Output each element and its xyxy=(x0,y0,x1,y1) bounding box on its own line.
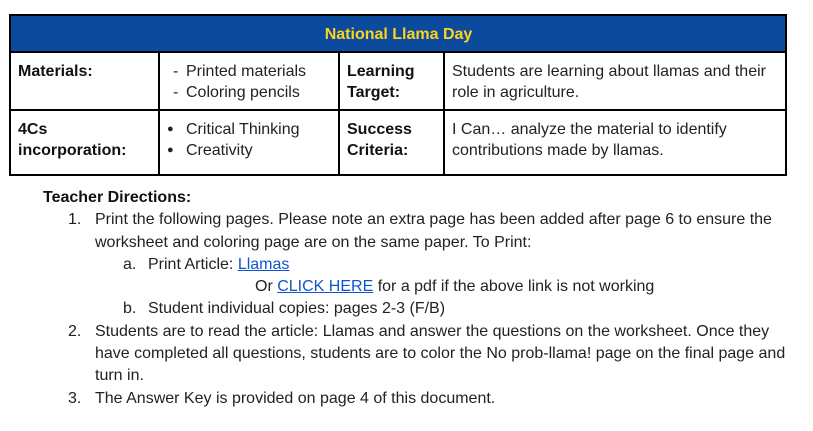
alternate-link-line xyxy=(43,276,803,298)
list-item: ● Critical Thinking xyxy=(167,119,332,140)
learning-target-label-line1: Learning xyxy=(347,63,415,80)
materials-cell xyxy=(159,52,339,110)
success-criteria-label-line1: Success xyxy=(347,121,412,138)
learning-target-text: Students are learning about llamas and their role in agriculture. xyxy=(444,52,786,110)
table-row xyxy=(10,52,786,110)
list-item: - Printed materials xyxy=(167,61,332,82)
list-item: ● Creativity xyxy=(167,140,332,161)
subitem-prefix: Print Article: xyxy=(148,255,238,273)
directions-item-2 xyxy=(43,321,803,388)
lesson-table xyxy=(9,14,787,176)
click-here-pdf-link[interactable]: CLICK HERE xyxy=(277,278,374,296)
directions-title: Teacher Directions: xyxy=(43,189,192,206)
4cs-label-line2: incorporation: xyxy=(18,142,127,159)
alt-suffix: for a pdf if the above link is not working xyxy=(373,278,655,296)
subitem-text: Student individual copies: pages 2-3 (F/B) xyxy=(148,300,446,318)
item-number: 1. xyxy=(68,211,82,229)
item-number: 2. xyxy=(68,322,82,340)
table-title: National Llama Day xyxy=(10,15,786,52)
subitem-letter: a. xyxy=(123,255,137,273)
4cs-list xyxy=(167,119,332,161)
learning-target-label-line2: Target: xyxy=(347,84,401,101)
subitem-letter: b. xyxy=(123,300,137,318)
item-text: Print the following pages. Please note an extra page has been added after page 6 to ensure the worksheet and coloring page are on the same paper. To Print: xyxy=(95,211,772,251)
4cs-label-line1: 4Cs xyxy=(18,121,48,138)
success-criteria-text: I Can… analyze the material to identify contributions made by llamas. xyxy=(444,110,786,175)
4cs-label xyxy=(10,110,159,175)
directions-subitem-b xyxy=(43,298,803,320)
4cs-cell xyxy=(159,110,339,175)
table-row xyxy=(10,110,786,175)
directions-item-1 xyxy=(43,209,803,254)
list-item: - Coloring pencils xyxy=(167,82,332,103)
alt-prefix: Or xyxy=(255,278,278,296)
teacher-directions xyxy=(43,187,803,410)
success-criteria-label-line2: Criteria: xyxy=(347,142,409,159)
materials-list xyxy=(167,61,332,103)
directions-item-3 xyxy=(43,388,803,410)
item-text: Students are to read the article: Llamas and answer the questions on the worksheet. Once they have completed all questions, students are to color the No prob-llama! page on the final page and turn in. xyxy=(95,322,786,385)
item-text: The Answer Key is provided on page 4 of this document. xyxy=(95,389,496,407)
directions-subitem-a xyxy=(43,254,803,276)
llamas-article-link[interactable]: Llamas xyxy=(237,255,290,273)
success-criteria-label xyxy=(339,110,444,175)
table-title-row xyxy=(10,15,786,52)
learning-target-label xyxy=(339,52,444,110)
item-number: 3. xyxy=(68,389,82,407)
materials-label: Materials: xyxy=(10,52,159,110)
